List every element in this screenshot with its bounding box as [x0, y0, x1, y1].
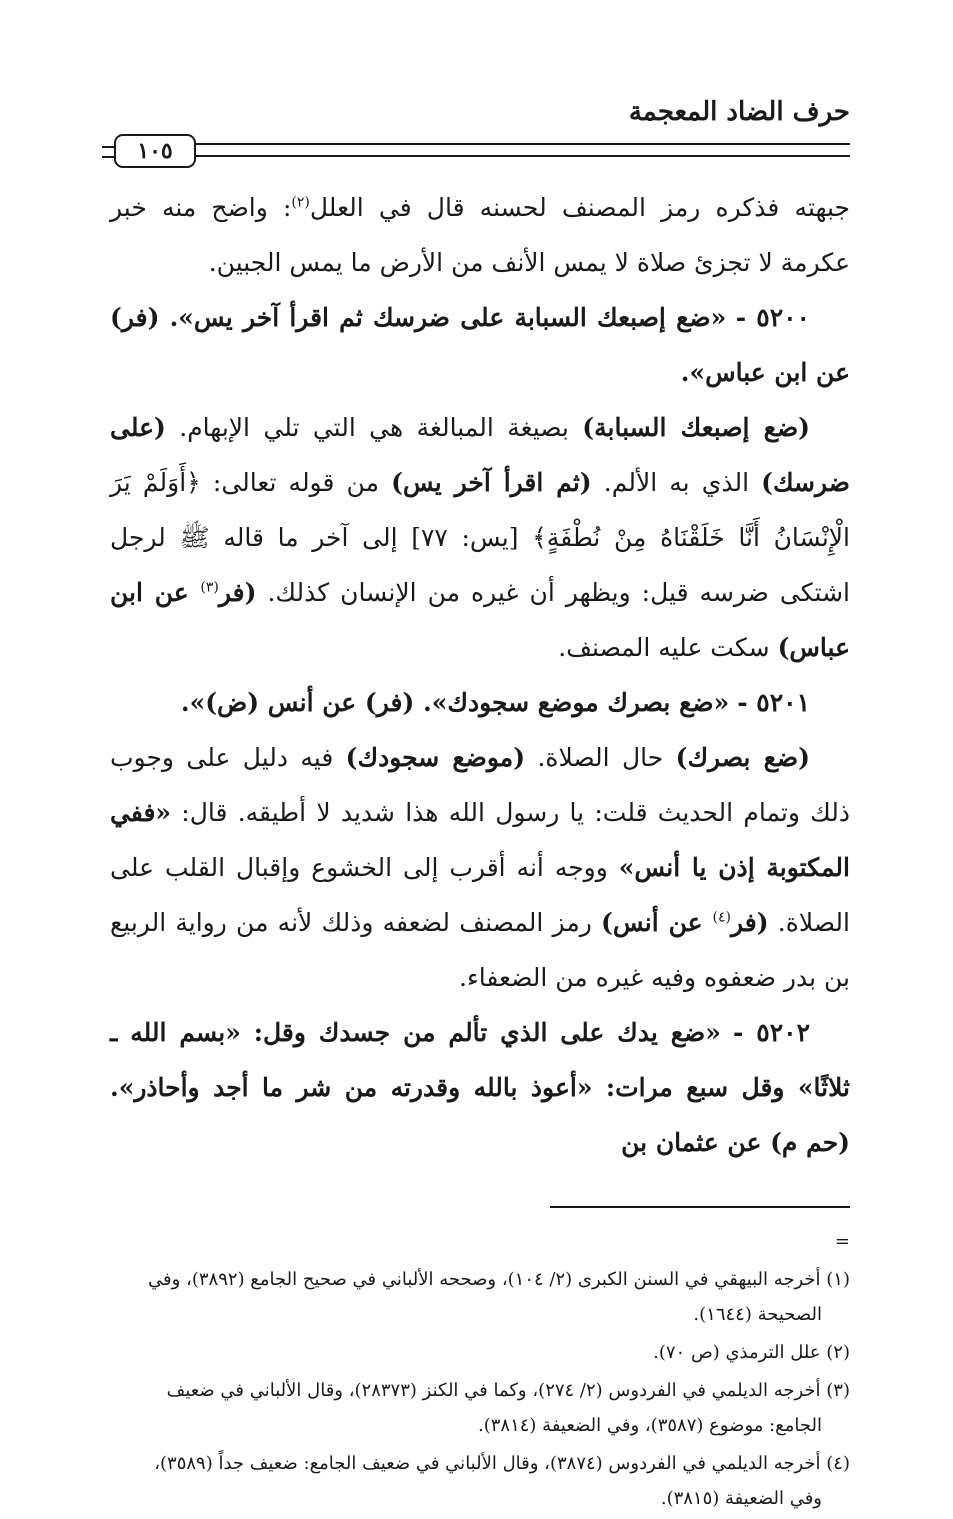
- hadith-5201: [110, 675, 850, 730]
- text-run: بصيغة المبالغة هي التي تلي الإبهام.: [165, 413, 583, 442]
- footnote-ref: (٢): [291, 194, 310, 211]
- footnote-text: (٣) أخرجه الديلمي في الفردوس (٢/ ٢٧٤)، وكما في الكنز (٢٨٣٧٣)، وقال الألباني في ضعيف: [166, 1380, 850, 1401]
- body-text: [110, 180, 850, 1170]
- footnote-1: [110, 1262, 850, 1332]
- page-number: ١٠٥: [114, 134, 196, 168]
- hadith-number: ٥٢٠٢ -: [733, 1018, 810, 1047]
- hadith-text: «ضع يدك على الذي تألم من جسدك وقل: «بسم الله ـ ثلاثًا» وقل سبع مرات: «أعوذ بالله وقدرته من شر ما أجد وأحاذر». (حم م) عن عثمان بن: [110, 1018, 850, 1157]
- hadith-text: «ضع بصرك موضع سجودك». (فر) عن أنس (ض)».: [180, 688, 730, 717]
- commentary-5201: [110, 730, 850, 1005]
- text-run: فيه دليل على وجوب ذلك وتمام الحديث قلت: يا رسول الله هذا شديد لا أطيقه. قال:: [110, 743, 850, 827]
- footnote-3: [110, 1373, 850, 1443]
- quote-run: (فر: [218, 578, 257, 607]
- quote-run: عن أنس): [601, 908, 713, 937]
- text-run: حال الصلاة.: [525, 743, 676, 772]
- footnote-ref: (٣): [200, 579, 219, 596]
- quote-run: (موضع سجودك): [345, 743, 526, 772]
- text-run: الذي به الألم.: [591, 468, 762, 497]
- text-run: : واضح منه خبر عكرمة لا: [110, 193, 850, 277]
- footnote-2: (٢) علل الترمذي (ص ٧٠).: [653, 1342, 850, 1363]
- quote-run: (ثم اقرأ آخر يس): [391, 468, 592, 497]
- quote-run: (ضع بصرك): [675, 743, 810, 772]
- text-run: من قوله تعالى: ﴿أَوَلَمْ يَرَ الْإِنْسَانُ أَنَّا خَلَقْنَاهُ مِنْ نُطْفَةٍ﴾ [يس: ٧٧] إلى آخر ما قاله ﷺ لرجل اشتكى ضرسه قيل: ويظهر أن غيره من الإنسان كذلك.: [110, 468, 851, 607]
- running-title: حرف الضاد المعجمة: [628, 97, 850, 127]
- text-run: جبهته فذكره رمز المصنف لحسنه قال في العلل: [309, 193, 851, 222]
- quote-run: عن ابن عباس): [110, 578, 850, 662]
- text-run: تجزئ صلاة لا يمس الأنف من الأرض ما يمس الجبين.: [208, 248, 751, 277]
- double-rule: [180, 143, 850, 157]
- text-run: سكت عليه المصنف.: [558, 633, 778, 662]
- quote-run: (على ضرسك): [110, 413, 851, 497]
- hadith-5200: [110, 290, 850, 400]
- footnote-text: وفي الضعيفة (٣٨١٥).: [660, 1488, 822, 1509]
- hadith-number: ٥٢٠١ -: [737, 688, 810, 717]
- hadith-5202: [110, 1005, 850, 1170]
- hadith-number: ٥٢٠٠ -: [735, 303, 810, 332]
- commentary-5200: [110, 400, 850, 675]
- page: [110, 92, 850, 1519]
- paragraph-continuation: [110, 180, 850, 290]
- footnote-4: [110, 1446, 850, 1516]
- footnote-text: (١) أخرجه البيهقي في السنن الكبرى (٢/ ١٠٤)، وصححه الألباني في صحيح الجامع (٣٨٩٢)، وفي: [148, 1269, 850, 1290]
- footnote-continue-mark: =: [834, 1231, 850, 1252]
- footnote-text: (٤) أخرجه الديلمي في الفردوس (٣٨٧٤)، وقال الألباني في ضعيف الجامع: ضعيف جداً (٣٥٨٩)،: [154, 1453, 850, 1474]
- header-rule: [110, 134, 850, 176]
- footnote-text: الجامع: موضوع (٣٥٨٧)، وفي الضعيفة (٣٨١٤).: [478, 1415, 822, 1436]
- hadith-text: «ضع إصبعك السبابة على ضرسك ثم اقرأ آخر يس». (فر) عن ابن عباس».: [110, 303, 850, 387]
- quote-run: «ففي المكتوبة إذن يا أنس»: [110, 798, 850, 882]
- quote-run: (فر: [731, 908, 769, 937]
- footnote-text: الصحيحة (١٦٤٤).: [693, 1304, 822, 1325]
- quote-run: (ضع إصبعك السبابة): [582, 413, 811, 442]
- footnote-ref: (٤): [712, 909, 731, 926]
- text-run: رمز المصنف لضعفه وذلك لأنه من رواية الربيع بن بدر ضعفوه وفيه غيره من الضعفاء.: [110, 908, 850, 992]
- footnote-separator: [550, 1206, 850, 1208]
- footnotes: [110, 1224, 850, 1516]
- text-run: ووجه أنه أقرب إلى الخشوع وإقبال القلب على الصلاة.: [110, 853, 850, 937]
